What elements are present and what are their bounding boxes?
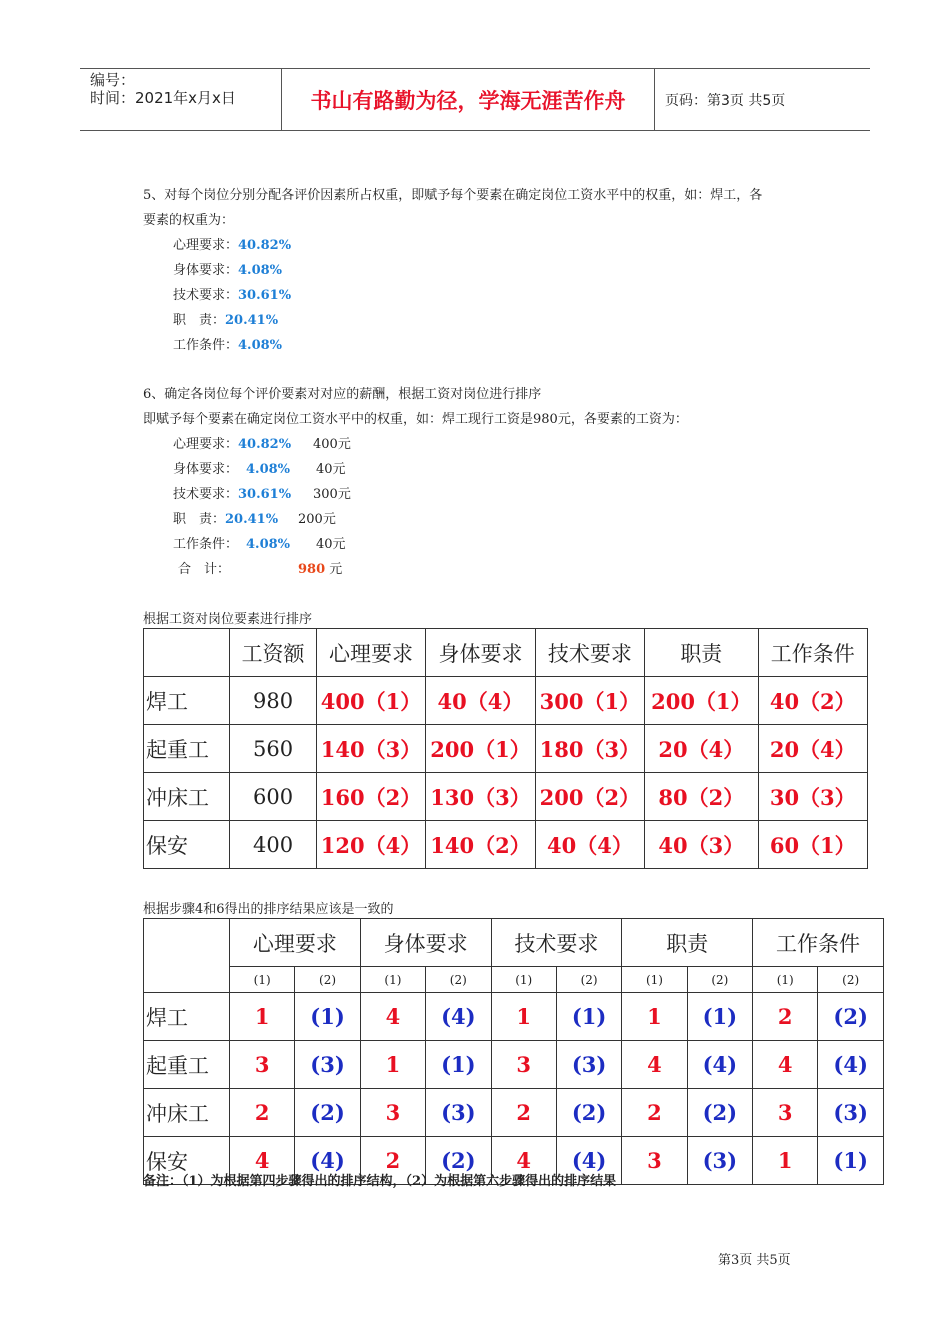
rank-cell: 3 [360, 1089, 425, 1137]
rank-cell: (4) [556, 1137, 622, 1185]
group-header: 职责 [622, 919, 753, 967]
value-cell: 140（3） [316, 725, 425, 773]
rank-cell: 2 [622, 1089, 687, 1137]
table2-caption: 根据步骤4和6得出的排序结果应该是一致的 [143, 902, 394, 917]
step5-item: 技术要求：30.61% [173, 288, 292, 303]
rank-cell: 1 [622, 993, 687, 1041]
rank-comparison-table [143, 918, 884, 1185]
sub-header: (2) [556, 967, 622, 993]
header-meta [80, 69, 281, 130]
table-note: 备注：（1）为根据第四步骤得出的排序结构，（2）为根据第六步骤得出的排序结果 [143, 1174, 617, 1189]
job-cell: 焊工 [144, 677, 230, 725]
rank-cell: (1) [818, 1137, 884, 1185]
rank-cell: 2 [360, 1137, 425, 1185]
rank-cell: 4 [622, 1041, 687, 1089]
rank-cell: (3) [295, 1041, 361, 1089]
value-cell: 60（1） [758, 821, 867, 869]
rank-cell: 4 [753, 1041, 818, 1089]
sub-header: (2) [295, 967, 361, 993]
step6-item: 工作条件： 4.08% [173, 537, 291, 552]
page-header [80, 68, 870, 131]
group-header: 身体要求 [360, 919, 491, 967]
step6-item: 技术要求：30.61% [173, 487, 292, 502]
rank-cell: (4) [426, 993, 492, 1041]
step5-item: 心理要求：40.82% [173, 238, 292, 253]
sub-header: (2) [818, 967, 884, 993]
rank-cell: (1) [687, 993, 753, 1041]
value-cell: 180（3） [535, 725, 644, 773]
table-row [144, 1089, 884, 1137]
rank-cell: 4 [360, 993, 425, 1041]
rank-cell: (2) [426, 1137, 492, 1185]
rank-cell: (3) [556, 1041, 622, 1089]
table-subheader-row [144, 967, 884, 993]
header-cell: 工作条件 [758, 629, 867, 677]
rank-cell: 2 [230, 1089, 295, 1137]
rank-cell: 1 [230, 993, 295, 1041]
value-cell: 20（4） [758, 725, 867, 773]
sub-header: (2) [687, 967, 753, 993]
rank-cell: 3 [491, 1041, 556, 1089]
step6-line1: 6、确定各岗位每个评价要素对对应的薪酬，根据工资对岗位进行排序 [143, 387, 542, 402]
rank-cell: (4) [818, 1041, 884, 1089]
table-row [144, 725, 868, 773]
sub-header: (1) [491, 967, 556, 993]
sub-header: (1) [622, 967, 687, 993]
value-cell: 80（2） [645, 773, 758, 821]
value-cell: 400（1） [316, 677, 425, 725]
value-cell: 40（4） [426, 677, 535, 725]
header-cell: 身体要求 [426, 629, 535, 677]
rank-cell: 4 [230, 1137, 295, 1185]
value-cell: 200（2） [535, 773, 644, 821]
rank-cell: (1) [556, 993, 622, 1041]
wage-cell: 600 [230, 773, 317, 821]
table-row [144, 677, 868, 725]
wage-cell: 400 [230, 821, 317, 869]
table-row [144, 821, 868, 869]
table-row [144, 1041, 884, 1089]
rank-cell: 1 [360, 1041, 425, 1089]
job-cell: 冲床工 [144, 1089, 230, 1137]
group-header: 工作条件 [753, 919, 884, 967]
rank-cell: 1 [491, 993, 556, 1041]
table-row [144, 773, 868, 821]
step6-item: 心理要求：40.82% [173, 437, 292, 452]
rank-cell: (3) [426, 1089, 492, 1137]
rank-cell: 3 [753, 1089, 818, 1137]
sub-header: (1) [360, 967, 425, 993]
rank-cell: 1 [753, 1137, 818, 1185]
step6-amount: 40元 [316, 462, 346, 477]
number-label: 编号： [90, 71, 136, 89]
table-header-row [144, 629, 868, 677]
job-cell: 起重工 [144, 725, 230, 773]
sub-header: (1) [230, 967, 295, 993]
header-page-label: 页码：第3页 共5页 [665, 92, 786, 109]
step5-item: 职 责：20.41% [173, 313, 279, 328]
header-cell: 心理要求 [316, 629, 425, 677]
group-header: 心理要求 [230, 919, 361, 967]
value-cell: 200（1） [426, 725, 535, 773]
value-cell: 140（2） [426, 821, 535, 869]
rank-cell: (1) [426, 1041, 492, 1089]
value-cell: 30（3） [758, 773, 867, 821]
value-cell: 40（3） [645, 821, 758, 869]
step6-line2: 即赋予每个要素在确定岗位工资水平中的权重，如：焊工现行工资是980元，各要素的工资为： [143, 412, 688, 427]
step6-total: 980 元 [298, 562, 343, 577]
step6-amount: 40元 [316, 537, 346, 552]
step5-line1: 5、对每个岗位分别分配各评价因素所占权重，即赋予每个要素在确定岗位工资水平中的权重，如：焊工，各 [143, 188, 763, 203]
job-cell: 保安 [144, 1137, 230, 1185]
rank-cell: (2) [295, 1089, 361, 1137]
page-footer: 第3页 共5页 [718, 1253, 791, 1268]
step6-amount: 200元 [298, 512, 336, 527]
step6-total-label: 合 计： [178, 562, 231, 577]
value-cell: 40（2） [758, 677, 867, 725]
rank-cell: (3) [818, 1089, 884, 1137]
date-label: 时间：2021年x月x日 [90, 89, 236, 107]
job-cell: 起重工 [144, 1041, 230, 1089]
step5-line2: 要素的权重为： [143, 213, 235, 228]
rank-cell: (2) [687, 1089, 753, 1137]
rank-cell: 2 [753, 993, 818, 1041]
sub-header: (2) [426, 967, 492, 993]
rank-cell: (1) [295, 993, 361, 1041]
value-cell: 130（3） [426, 773, 535, 821]
table1-caption: 根据工资对岗位要素进行排序 [143, 612, 313, 627]
value-cell: 120（4） [316, 821, 425, 869]
header-cell: 职责 [645, 629, 758, 677]
value-cell: 20（4） [645, 725, 758, 773]
rank-cell: (4) [295, 1137, 361, 1185]
value-cell: 40（4） [535, 821, 644, 869]
rank-cell: (2) [556, 1089, 622, 1137]
wage-cell: 560 [230, 725, 317, 773]
value-cell: 160（2） [316, 773, 425, 821]
table-row [144, 993, 884, 1041]
header-cell: 技术要求 [535, 629, 644, 677]
value-cell: 200（1） [645, 677, 758, 725]
group-header: 技术要求 [491, 919, 622, 967]
rank-cell: (4) [687, 1041, 753, 1089]
rank-cell: 2 [491, 1089, 556, 1137]
rank-cell: 3 [230, 1041, 295, 1089]
corner-cell [144, 919, 230, 993]
header-cell [144, 629, 230, 677]
rank-cell: (2) [818, 993, 884, 1041]
rank-cell: (3) [687, 1137, 753, 1185]
rank-cell: 3 [622, 1137, 687, 1185]
header-motto: 书山有路勤为径，学海无涯苦作舟 [281, 69, 655, 130]
wage-ranking-table [143, 628, 868, 869]
job-cell: 冲床工 [144, 773, 230, 821]
job-cell: 保安 [144, 821, 230, 869]
step5-item: 身体要求：4.08% [173, 263, 283, 278]
table-header-row [144, 919, 884, 967]
wage-cell: 980 [230, 677, 317, 725]
sub-header: (1) [753, 967, 818, 993]
rank-cell: 4 [491, 1137, 556, 1185]
step6-amount: 300元 [313, 487, 351, 502]
header-cell: 工资额 [230, 629, 317, 677]
step6-item: 身体要求： 4.08% [173, 462, 291, 477]
step6-item: 职 责：20.41% [173, 512, 279, 527]
step6-amount: 400元 [313, 437, 351, 452]
job-cell: 焊工 [144, 993, 230, 1041]
step5-item: 工作条件：4.08% [173, 338, 283, 353]
value-cell: 300（1） [535, 677, 644, 725]
